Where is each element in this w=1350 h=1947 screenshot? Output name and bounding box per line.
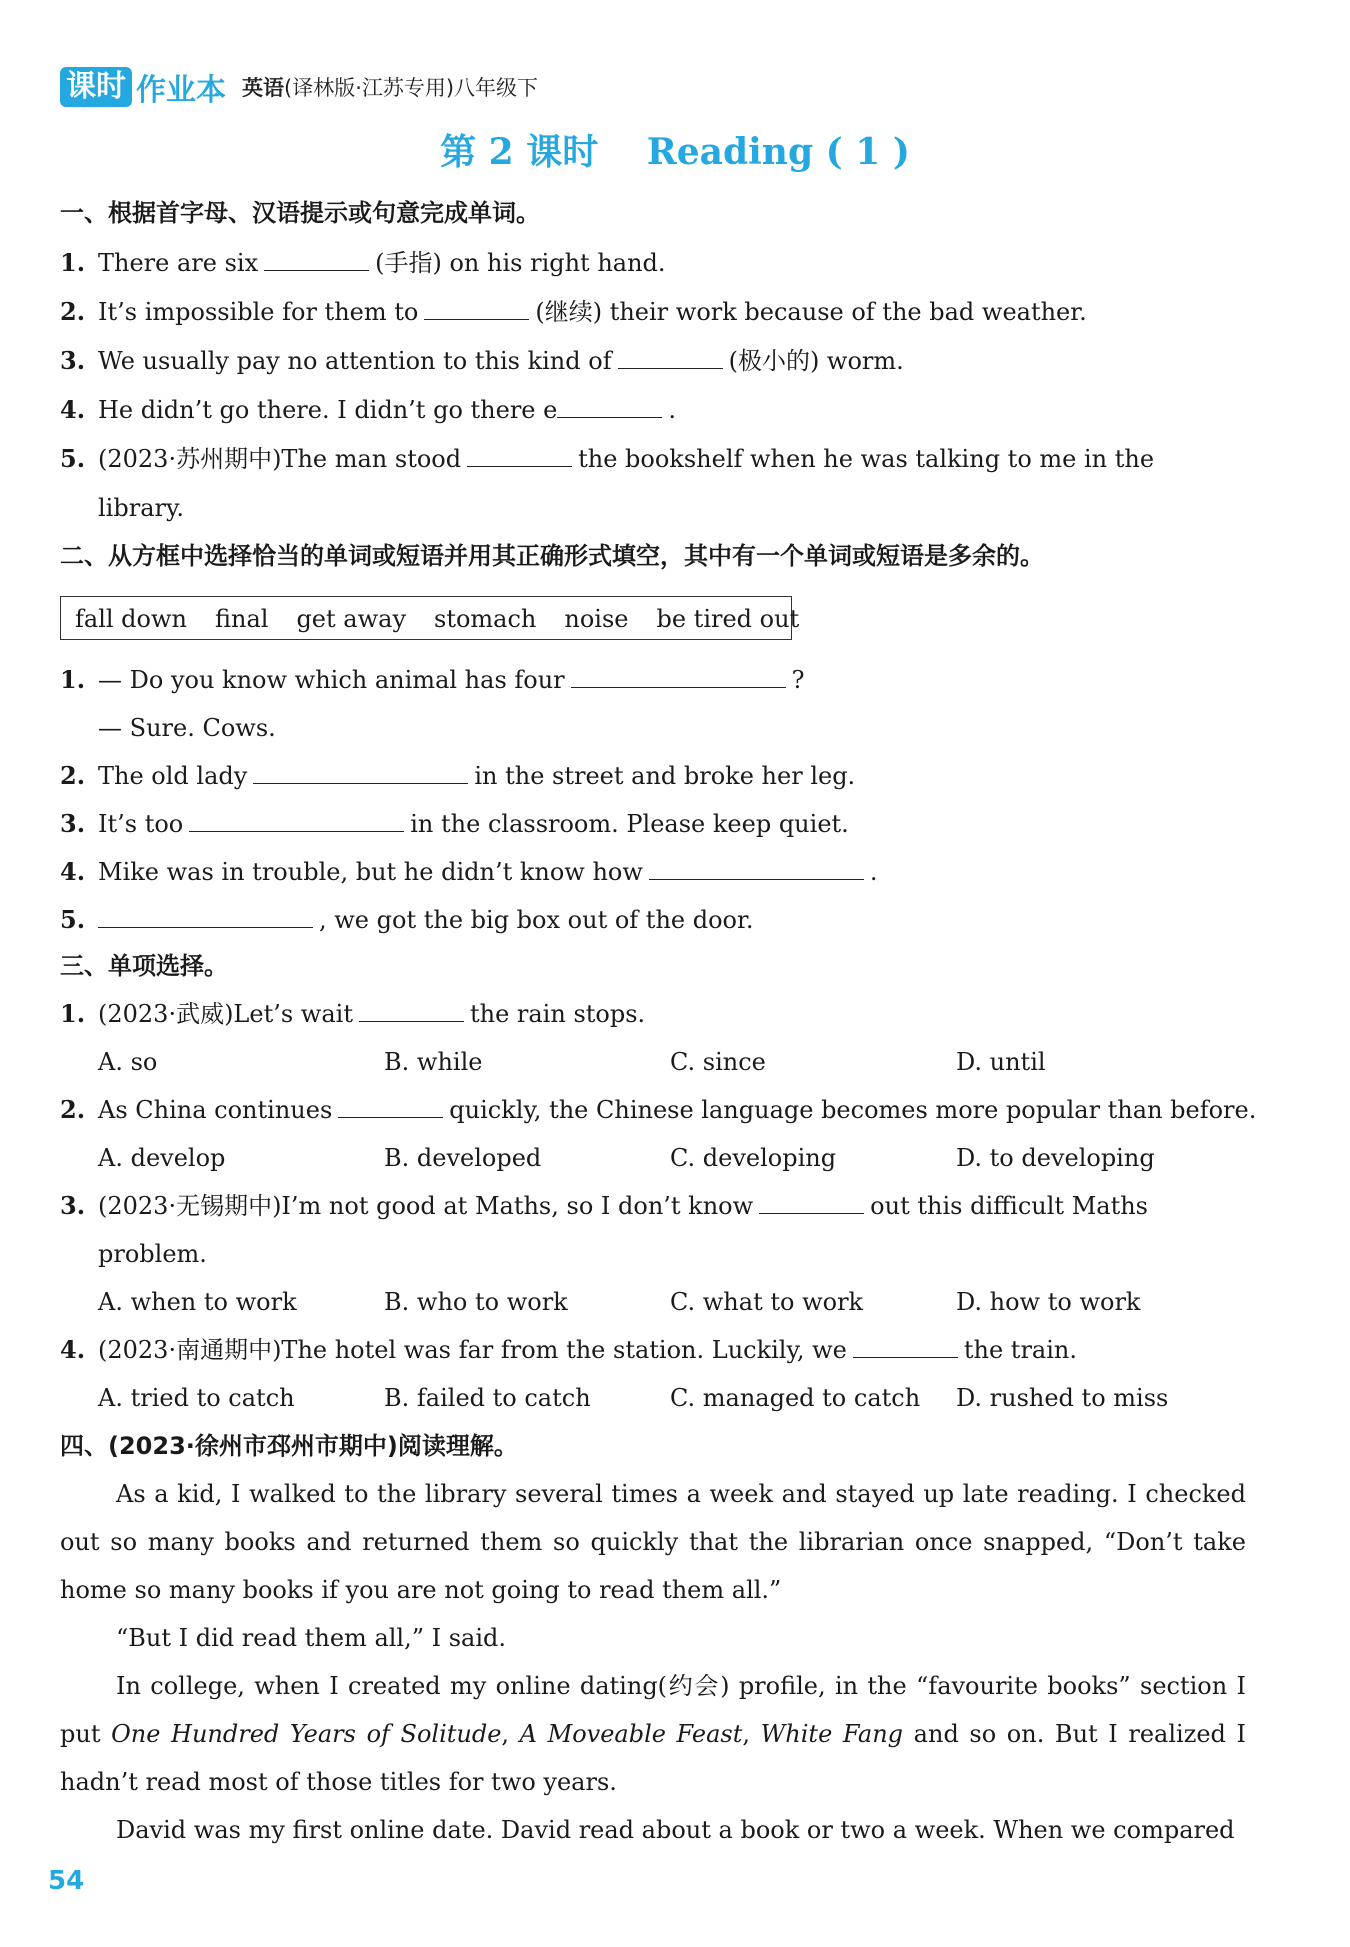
option-a[interactable]: A. tried to catch	[98, 1384, 295, 1412]
lesson-title: 第 2 课时 Reading ( 1 )	[440, 131, 910, 173]
item-pre: (2023·南通期中)The hotel was far from the station. Luckily, we	[98, 1336, 847, 1364]
book-title-2: A Moveable Feast	[519, 1720, 743, 1748]
s2-item-3	[60, 808, 849, 840]
answer-blank[interactable]	[571, 665, 786, 688]
logo-box: 课时	[60, 67, 132, 107]
s2-item-4	[60, 856, 878, 888]
item-post: the rain stops.	[469, 1000, 646, 1028]
item-num: 4.	[60, 395, 86, 424]
word-option: fall down	[75, 605, 187, 633]
answer-blank[interactable]	[759, 1191, 864, 1214]
page-number: 54	[48, 1866, 85, 1896]
option-c[interactable]: C. managed to catch	[670, 1384, 921, 1412]
item-post: quickly, the Chinese language becomes more popular than before.	[449, 1096, 1257, 1124]
item-num: 4.	[60, 857, 86, 886]
item-post: ?	[791, 666, 805, 694]
word-option: be tired out	[656, 605, 800, 633]
item-num: 4.	[60, 1335, 86, 1364]
option-a[interactable]: A. develop	[98, 1144, 226, 1172]
item-num: 2.	[60, 761, 86, 790]
s1-item-4	[60, 394, 676, 426]
item-num: 3.	[60, 346, 86, 375]
item-pre: (2023·武威)Let’s wait	[98, 1000, 353, 1028]
answer-blank[interactable]	[359, 999, 464, 1022]
s1-item-3	[60, 345, 904, 377]
book-info	[242, 72, 538, 102]
item-num: 3.	[60, 1191, 86, 1220]
s2-item-2	[60, 760, 855, 792]
item-post: (手指) on his right hand.	[375, 249, 666, 277]
s3-item-3	[60, 1190, 1148, 1222]
item-post: out this difficult Maths	[870, 1192, 1148, 1220]
item-pre: (2023·无锡期中)I’m not good at Maths, so I don’t know	[98, 1192, 754, 1220]
answer-blank[interactable]	[649, 857, 864, 880]
s2-item-1	[60, 664, 805, 696]
word-option: get away	[296, 605, 406, 633]
item-post: in the street and broke her leg.	[474, 762, 856, 790]
answer-blank[interactable]	[853, 1335, 958, 1358]
item-post: .	[668, 396, 676, 424]
item-num: 1.	[60, 665, 86, 694]
item-post: (极小的) worm.	[728, 347, 904, 375]
header	[60, 66, 538, 108]
item-pre: The old lady	[98, 762, 248, 790]
subject: 英语	[242, 76, 284, 100]
passage-paragraph-3	[60, 1662, 1246, 1806]
s2-item-5	[60, 904, 753, 936]
item-pre: (2023·苏州期中)The man stood	[98, 445, 462, 473]
logo-text: 作业本	[136, 73, 226, 108]
item-pre: — Do you know which animal has four	[98, 666, 565, 694]
section2-heading: 二、从方框中选择恰当的单词或短语并用其正确形式填空，其中有一个单词或短语是多余的。	[60, 542, 1044, 570]
s3-item-2	[60, 1094, 1256, 1126]
p3-text-a: In college, when I created my online dating(约会) profile, in the “favourite books” section I put	[60, 1672, 1246, 1748]
word-option: stomach	[434, 605, 537, 633]
s3-item-4	[60, 1334, 1077, 1366]
item-post: the train.	[963, 1336, 1077, 1364]
answer-blank[interactable]	[424, 297, 529, 320]
item-num: 5.	[60, 444, 86, 473]
option-d[interactable]: D. rushed to miss	[956, 1384, 1169, 1412]
s1-item-2	[60, 296, 1087, 328]
word-box	[60, 596, 800, 640]
option-a[interactable]: A. so	[98, 1048, 158, 1076]
option-d[interactable]: D. how to work	[956, 1288, 1141, 1316]
item-pre: As China continues	[98, 1096, 333, 1124]
answer-blank[interactable]	[618, 346, 723, 369]
s3-item-3-cont: problem.	[98, 1240, 207, 1268]
item-post: (继续) their work because of the bad weather.	[535, 298, 1087, 326]
item-num: 1.	[60, 999, 86, 1028]
option-b[interactable]: B. developed	[384, 1144, 542, 1172]
s3-item-1	[60, 998, 645, 1030]
item-num: 1.	[60, 248, 86, 277]
word-option: final	[214, 605, 269, 633]
section3-heading: 三、单项选择。	[60, 952, 228, 980]
item-post: .	[869, 858, 878, 886]
p3-text-c: and so on. But I realized I hadn’t read most of those titles for two years.	[60, 1720, 1247, 1796]
book-edition: (译林版·江苏专用)八年级下	[284, 76, 539, 100]
answer-blank[interactable]	[98, 905, 313, 928]
answer-blank[interactable]	[338, 1095, 443, 1118]
answer-blank[interactable]	[264, 248, 369, 271]
option-a[interactable]: A. when to work	[98, 1288, 297, 1316]
book-title-3: White Fang	[760, 1720, 904, 1748]
p3-sep-2: ,	[742, 1720, 761, 1748]
word-option: noise	[564, 605, 629, 633]
answer-blank[interactable]	[189, 809, 404, 832]
option-c[interactable]: C. since	[670, 1048, 766, 1076]
item-num: 2.	[60, 1095, 86, 1124]
book-title-1: One Hundred Years of Solitude	[111, 1720, 502, 1748]
item-pre: He didn’t go there. I didn’t go there e	[98, 396, 558, 424]
answer-blank[interactable]	[253, 761, 468, 784]
item-num: 2.	[60, 297, 86, 326]
passage-paragraph-4: David was my first online date. David read about a book or two a week. When we compared	[116, 1816, 1235, 1844]
item-num: 3.	[60, 809, 86, 838]
p3-sep-1: ,	[501, 1720, 520, 1748]
section4-heading: 四、(2023·徐州市邳州市期中)阅读理解。	[60, 1432, 518, 1460]
option-d[interactable]: D. to developing	[956, 1144, 1155, 1172]
option-c[interactable]: C. what to work	[670, 1288, 864, 1316]
passage-paragraph-2: “But I did read them all,” I said.	[116, 1624, 507, 1652]
item-num: 5.	[60, 905, 86, 934]
item-post: , we got the big box out of the door.	[319, 906, 754, 934]
section1-heading: 一、根据首字母、汉语提示或句意完成单词。	[60, 199, 540, 227]
item-pre: It’s impossible for them to	[98, 298, 419, 326]
option-b[interactable]: B. failed to catch	[384, 1384, 591, 1412]
item-pre: We usually pay no attention to this kind of	[98, 347, 612, 375]
answer-blank[interactable]	[557, 395, 662, 418]
answer-blank[interactable]	[467, 444, 572, 467]
option-d[interactable]: D. until	[956, 1048, 1046, 1076]
s2-item-1-cont: — Sure. Cows.	[98, 714, 276, 742]
s1-item-5-cont: library.	[98, 494, 184, 522]
item-pre: There are six	[98, 249, 259, 277]
option-b[interactable]: B. who to work	[384, 1288, 568, 1316]
item-post: in the classroom. Please keep quiet.	[410, 810, 849, 838]
item-pre: It’s too	[98, 810, 184, 838]
s1-item-1	[60, 247, 666, 279]
passage-paragraph-1: As a kid, I walked to the library several times a week and stayed up late reading. I checked out so many books and returned them so quickly that the librarian once snapped, “Don’t take home so many books if you are not going to read them all.”	[60, 1480, 1246, 1604]
item-post: the bookshelf when he was talking to me in the	[578, 445, 1155, 473]
option-c[interactable]: C. developing	[670, 1144, 837, 1172]
s1-item-5	[60, 443, 1154, 475]
option-b[interactable]: B. while	[384, 1048, 483, 1076]
item-pre: Mike was in trouble, but he didn’t know how	[98, 858, 643, 886]
